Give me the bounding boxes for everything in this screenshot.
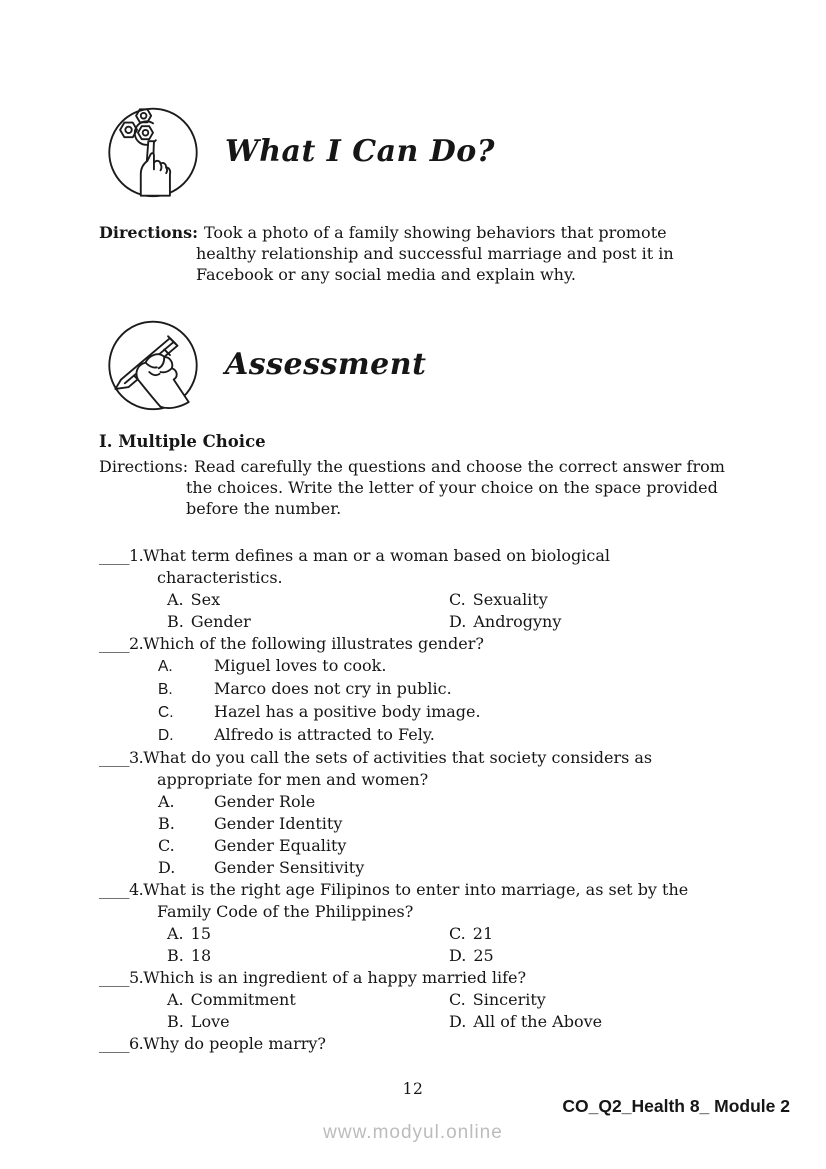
section-title-what-i-can-do: What I Can Do?	[225, 134, 495, 169]
question-4	[99, 879, 739, 967]
watermark: www.modyul.online	[323, 1122, 503, 1143]
directions-line: the choices. Write the letter of your choice on the space provided	[186, 478, 718, 497]
directions-text: Read carefully the questions and choose the correct answer from	[194, 457, 725, 476]
directions-label: Directions:	[99, 457, 189, 476]
question-label: ____1.	[99, 546, 144, 565]
question-text: Which of the following illustrates gender?	[143, 634, 484, 653]
question-text: Why do people marry?	[143, 1034, 326, 1053]
question-label: ____5.	[99, 968, 144, 987]
option-d: D. All of the Above	[449, 1012, 603, 1031]
assessment-directions	[99, 456, 739, 519]
section-title-assessment: Assessment	[225, 347, 427, 382]
option-c: C. Sincerity	[449, 990, 546, 1009]
option-d: D. 25	[449, 946, 494, 965]
hand-wrench-icon	[106, 104, 200, 199]
hand-writing-icon	[106, 317, 200, 412]
directions-line: Facebook or any social media and explain why.	[196, 265, 576, 284]
option-b: B. Gender	[167, 612, 251, 631]
question-text: Which is an ingredient of a happy married life?	[143, 968, 527, 987]
question-text: What term defines a man or a woman based on biological	[143, 546, 611, 565]
question-text: What is the right age Filipinos to enter into marriage, as set by the	[143, 880, 689, 899]
module-code-footer: CO_Q2_Health 8_ Module 2	[562, 1096, 790, 1116]
multiple-choice-heading: I. Multiple Choice	[99, 432, 266, 451]
question-options	[99, 589, 739, 633]
page-content	[99, 0, 739, 1055]
section-header-what-i-can-do	[99, 104, 739, 199]
question-5	[99, 967, 739, 1033]
directions-line	[99, 456, 739, 477]
question-3	[99, 747, 739, 879]
option-b: B. 18	[167, 946, 212, 965]
question-label: ____3.	[99, 748, 144, 767]
option-c: C. Sexuality	[449, 590, 548, 609]
option-a: A. Miguel loves to cook.	[158, 656, 387, 675]
section-header-assessment	[99, 317, 739, 412]
option-d: D. Gender Sensitivity	[158, 858, 365, 877]
question-2	[99, 633, 739, 747]
question-options	[99, 989, 739, 1033]
option-d: D. Androgyny	[449, 612, 562, 631]
what-i-can-do-directions	[99, 222, 739, 285]
question-label: ____2.	[99, 634, 144, 653]
option-a: A. Sex	[167, 590, 221, 609]
question-options	[99, 923, 739, 967]
option-b: B. Gender Identity	[158, 814, 343, 833]
directions-line: before the number.	[186, 499, 342, 518]
question-list	[99, 545, 739, 1055]
directions-text: Took a photo of a family showing behaviors that promote	[204, 223, 667, 242]
option-c: C. Gender Equality	[158, 836, 347, 855]
page-number: 12	[402, 1080, 424, 1098]
option-d: D. Alfredo is attracted to Fely.	[158, 725, 435, 744]
directions-line: healthy relationship and successful marriage and post it in	[196, 244, 674, 263]
directions-label: Directions:	[99, 223, 198, 242]
question-1	[99, 545, 739, 633]
question-options	[99, 791, 739, 879]
option-a: A. Commitment	[167, 990, 296, 1009]
option-b: B. Marco does not cry in public.	[158, 679, 452, 698]
question-label: ____4.	[99, 880, 144, 899]
question-text: Family Code of the Philippines?	[157, 902, 414, 921]
option-a: A. 15	[167, 924, 211, 943]
question-6	[99, 1033, 739, 1055]
question-options	[99, 655, 739, 747]
question-text: appropriate for men and women?	[157, 770, 429, 789]
question-text: characteristics.	[157, 568, 283, 587]
option-c: C. Hazel has a positive body image.	[158, 702, 481, 721]
option-a: A. Gender Role	[158, 792, 316, 811]
option-c: C. 21	[449, 924, 494, 943]
directions-line	[99, 222, 739, 243]
question-text: What do you call the sets of activities that society considers as	[143, 748, 653, 767]
option-b: B. Love	[167, 1012, 230, 1031]
question-label: ____6.	[99, 1034, 144, 1053]
